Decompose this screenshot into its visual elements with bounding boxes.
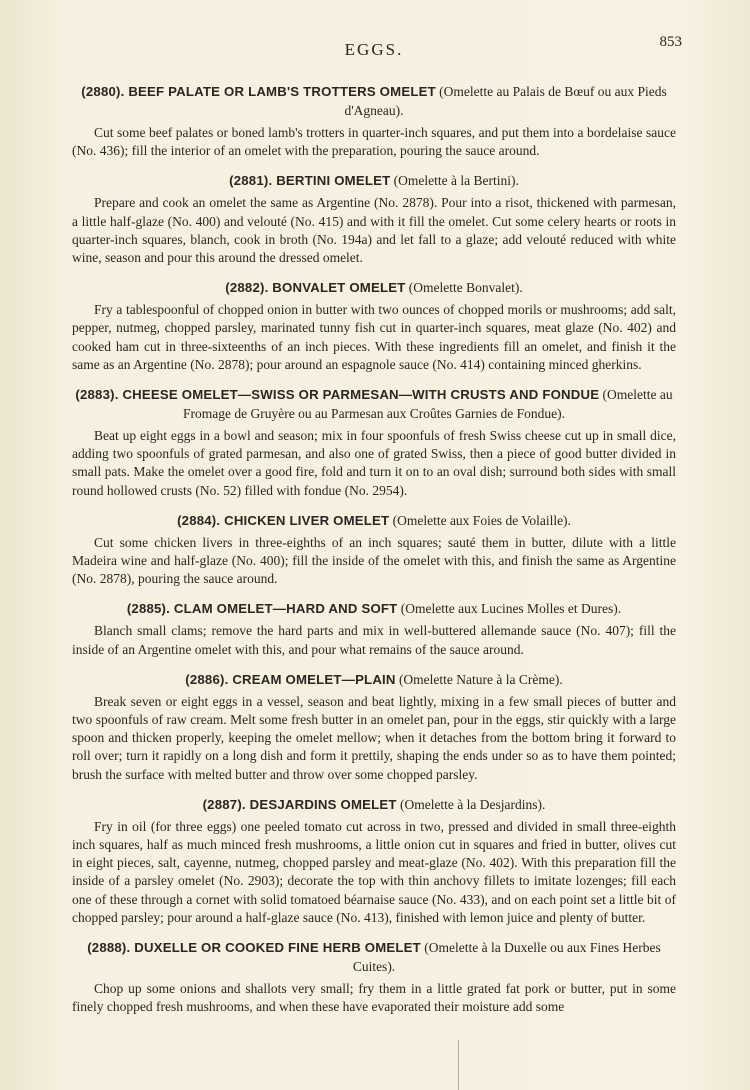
recipe-instructions: Beat up eight eggs in a bowl and season; mix in four spoonfuls of fresh Swiss cheese cut up in small dice, adding two spoonfuls of grated parmesan, and also one of grated Swiss, then a piece of good butter divided in small pats. Make the omelet over a good fire, fold and turn it on to an oval dish; surround both sides with small round hollowed crusts (No. 52) filled with fondue (No. 2954). (72, 428, 676, 498)
recipe-french-name: (Omelette aux Lucines Molles et Dures). (400, 601, 622, 617)
recipe-number-title: (2884). CHICKEN LIVER OMELET (177, 512, 390, 528)
recipe-french-name: (Omelette Nature à la Crème). (398, 671, 563, 687)
page-crease (458, 1040, 459, 1090)
recipe-entry (72, 511, 676, 589)
recipe-instructions: Prepare and cook an omelet the same as Argentine (No. 2878). Pour into a risot, thickened with parmesan, a little half-glaze (No. 400) and velouté (No. 415) and with it fill the omelet. Cut some celery hearts or roots in quarter-inch squares, blanch, cook in broth (No. 194a) and let fall to a glaze; add velouté reduced with white wine, season and pour this around the dressed omelet. (72, 195, 676, 266)
recipe-list (72, 82, 676, 1017)
recipe-heading (72, 278, 676, 297)
recipe-french-name: (Omelette aux Foies de Volaille). (392, 512, 571, 528)
recipe-instructions: Cut some chicken livers in three-eighths of an inch squares; sauté them in butter, dilute with a little Madeira wine and half-glaze (No. 400); fill the inside of the omelet with this, and finish the same as Argentine (No. 2878), pouring the sauce around. (72, 534, 676, 587)
recipe-number-title: (2881). BERTINI OMELET (229, 173, 391, 189)
recipe-number-title: (2888). DUXELLE OR COOKED FINE HERB OMELET (87, 940, 421, 956)
recipe-french-name: (Omelette au Palais de Bœuf ou aux Pieds d'Agneau). (344, 84, 667, 118)
recipe-entry (72, 171, 676, 267)
recipe-heading (72, 171, 676, 190)
recipe-entry (72, 278, 676, 374)
recipe-number-title: (2887). DESJARDINS OMELET (202, 796, 397, 812)
recipe-instructions: Cut some beef palates or boned lamb's trotters in quarter-inch squares, and put them into a bordelaise sauce (No. 436); fill the interior of an omelet with the preparation, pouring the sauce around. (72, 125, 676, 159)
recipe-instructions: Blanch small clams; remove the hard parts and mix in well-buttered allemande sauce (No. 407); fill the inside of an Argentine omelet with this, and pour what remains of the sauce around. (72, 623, 676, 657)
recipe-heading (72, 599, 676, 618)
page-number: 853 (659, 34, 682, 50)
recipe-entry (72, 385, 676, 500)
recipe-number-title: (2885). CLAM OMELET—HARD AND SOFT (126, 601, 398, 617)
recipe-french-name: (Omelette au Fromage de Gruyère ou au Parmesan aux Croûtes Garnies de Fondue). (182, 387, 673, 422)
recipe-number-title: (2880). BEEF PALATE OR LAMB'S TROTTERS OMELET (81, 84, 436, 99)
recipe-number-title: (2882). BONVALET OMELET (225, 280, 406, 296)
recipe-instructions: Chop up some onions and shallots very small; fry them in a little grated fat pork or butter, put in some finely chopped fresh mushrooms, and when these have evaporated their moisture add some (72, 981, 676, 1015)
running-title: EGGS. (344, 40, 404, 59)
recipe-instructions: Fry in oil (for three eggs) one peeled tomato cut across in two, pressed and divided in small three-eighth inch squares, half as much minced fresh mushrooms, a little onion cut in squares and fried in butter, olives cut in eight pieces, salt, cayenne, nutmeg, chopped parsley and meat-glaze (No. 402). With this preparation fill the inside of a parsley omelet (No. 2903); decorate the top with thin anchovy fillets to imitate lozenges; fill each one of these through a cornet with solid tomatoed béarnaise sauce (No. 433), and on each point set a little bit of chopped parsley; pour around a half-glaze sauce (No. 413), finished with lemon juice and plenty of butter. (72, 818, 676, 925)
recipe-french-name: (Omelette à la Duxelle ou aux Fines Herbes Cuites). (352, 940, 661, 975)
recipe-number-title: (2883). CHEESE OMELET—SWISS OR PARMESAN—WITH CRUSTS AND FONDUE (75, 387, 600, 403)
recipe-heading (72, 511, 676, 530)
recipe-french-name: (Omelette à la Desjardins). (399, 796, 546, 812)
recipe-instructions: Break seven or eight eggs in a vessel, season and beat lightly, mixing in a few small pieces of butter and two spoonfuls of raw cream. Melt some fresh butter in an omelet pan, pour in the eggs, stir quickly with a large spoon and thicken properly, keeping the omelet mellow; when it detaches from the bottom bring it forward to roll over; turn it rapidly on a long dish and form it prettily, shaping the ends under so as to have them pointed; brush the surface with melted butter and throw over some chopped parsley. (72, 693, 676, 782)
recipe-heading (72, 795, 676, 814)
recipe-heading (72, 938, 676, 976)
recipe-french-name: (Omelette à la Bertini). (393, 173, 519, 189)
recipe-instructions: Fry a tablespoonful of chopped onion in butter with two ounces of chopped morils or mushrooms; add salt, pepper, nutmeg, chopped parsley, marinated tunny fish cut in quarter-inch squares, meat glaze (No. 402) and cooked ham cut in three-sixteenths of an inch pieces. With these ingredients fill an omelet, and finish it the same as an Argentine (No. 2878); pour around an espagnole sauce (No. 414) containing minced gherkins. (72, 302, 676, 372)
recipe-heading (72, 385, 676, 423)
recipe-entry (72, 795, 676, 927)
recipe-french-name: (Omelette Bonvalet). (408, 280, 523, 296)
recipe-heading (72, 82, 676, 120)
running-head (72, 32, 682, 62)
recipe-entry (72, 938, 676, 1016)
recipe-entry (72, 599, 676, 658)
recipe-number-title: (2886). CREAM OMELET—PLAIN (185, 671, 396, 687)
recipe-entry (72, 670, 676, 784)
recipe-entry (72, 82, 676, 160)
recipe-heading (72, 670, 676, 689)
